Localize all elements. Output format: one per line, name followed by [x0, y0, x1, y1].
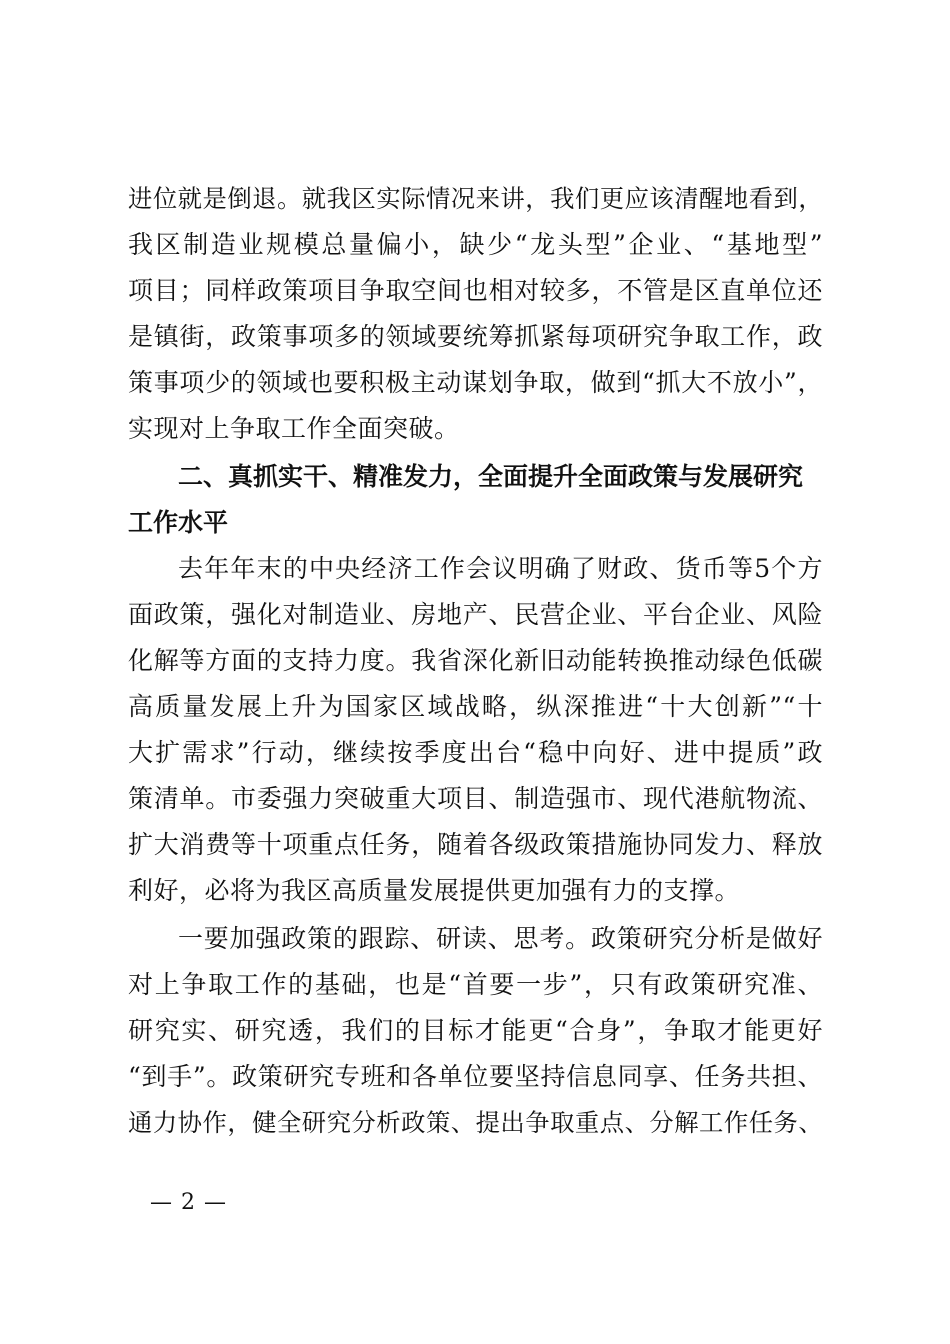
text-line: 面政策，强化对制造业、房地产、民营企业、平台企业、风险: [128, 600, 823, 629]
text-line: 研究实、研究透，我们的目标才能更“合身”，争取才能更好: [128, 1016, 823, 1045]
text-line: 一要加强政策的跟踪、研读、思考。政策研究分析是做好: [178, 924, 823, 953]
text-line: 进位就是倒退。就我区实际情况来讲，我们更应该清醒地看到，: [128, 184, 824, 213]
text-line: 高质量发展上升为国家区域战略，纵深推进“十大创新”“十: [128, 692, 823, 721]
text-line: 大扩需求”行动，继续按季度出台“稳中向好、进中提质”政: [128, 738, 823, 767]
text-line: 策清单。市委强力突破重大项目、制造强市、现代港航物流、: [128, 784, 823, 813]
heading-line: 工作水平: [128, 508, 229, 537]
heading-line: 二、真抓实干、精准发力，全面提升全面政策与发展研究: [178, 462, 804, 491]
paragraph-policy-research: [128, 916, 823, 1146]
text-line: 化解等方面的支持力度。我省深化新旧动能转换推动绿色低碳: [128, 646, 823, 675]
text-line: 项目；同样政策项目争取空间也相对较多，不管是区直单位还: [128, 276, 823, 305]
text-line: 去年年末的中央经济工作会议明确了财政、货币等5个方: [178, 554, 823, 583]
text-line: 实现对上争取工作全面突破。: [128, 414, 460, 443]
text-line: 通力协作，健全研究分析政策、提出争取重点、分解工作任务、: [128, 1108, 824, 1137]
section-heading: [128, 454, 823, 546]
text-line: 我区制造业规模总量偏小，缺少“龙头型”企业、“基地型”: [128, 230, 823, 259]
paragraph-continuation: [128, 176, 823, 452]
text-line: 对上争取工作的基础，也是“首要一步”，只有政策研究准、: [128, 970, 823, 999]
page-number: — 2 —: [150, 1190, 227, 1215]
text-line: 策事项少的领域也要积极主动谋划争取，做到“抓大不放小”，: [128, 368, 823, 397]
paragraph-policy-context: [128, 546, 823, 914]
text-line: 扩大消费等十项重点任务，随着各级政策措施协同发力、释放: [128, 830, 823, 859]
text-line: 利好，必将为我区高质量发展提供更加强有力的支撑。: [128, 876, 741, 905]
text-line: 是镇街，政策事项多的领域要统筹抓紧每项研究争取工作，政: [128, 322, 823, 351]
text-line: “到手”。政策研究专班和各单位要坚持信息同享、任务共担、: [128, 1062, 823, 1091]
